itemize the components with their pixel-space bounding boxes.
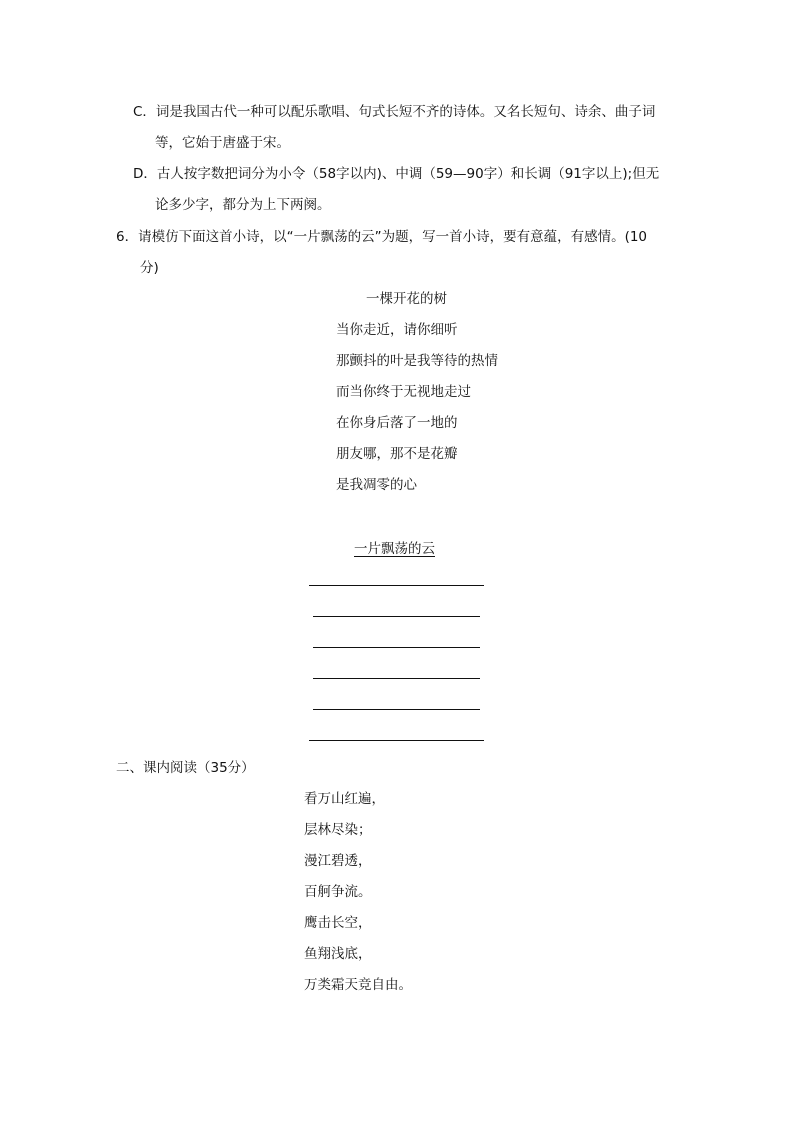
question-6-line-2: 分)	[140, 260, 159, 276]
model-poem-line: 那颤抖的叶是我等待的热情	[336, 353, 498, 369]
option-d-line-2: 论多少字，都分为上下两阕。	[155, 197, 331, 213]
section-2-poem-line: 百舸争流。	[304, 884, 372, 900]
answer-blank-line-3[interactable]	[313, 647, 480, 648]
option-c-line-1: C．词是我国古代一种可以配乐歌唱、句式长短不齐的诗体。又名长短句、诗余、曲子词	[133, 104, 656, 120]
model-poem-line: 朋友哪，那不是花瓣	[336, 446, 458, 462]
option-d-line-1: D．古人按字数把词分为小令（58字以内)、中调（59—90字）和长调（91字以上);但无	[133, 166, 660, 182]
section-2-heading: 二、课内阅读（35分）	[116, 760, 255, 776]
answer-blank-line-4[interactable]	[313, 678, 480, 679]
model-poem-title: 一棵开花的树	[366, 291, 447, 307]
answer-poem-title: 一片飘荡的云	[354, 541, 435, 557]
model-poem-line: 当你走近，请你细听	[336, 322, 458, 338]
section-2-poem-line: 鹰击长空，	[304, 915, 372, 931]
answer-blank-line-6[interactable]	[309, 740, 484, 741]
model-poem-line: 在你身后落了一地的	[336, 415, 458, 431]
section-2-poem-line: 漫江碧透，	[304, 853, 372, 869]
section-2-poem-line: 层林尽染；	[304, 822, 372, 838]
model-poem-line: 而当你终于无视地走过	[336, 384, 471, 400]
question-6-line-1: 6．请模仿下面这首小诗，以“一片飘荡的云”为题，写一首小诗，要有意蕴，有感情。(10	[116, 229, 648, 245]
section-2-poem-line: 万类霜天竞自由。	[304, 977, 412, 993]
model-poem-line: 是我凋零的心	[336, 477, 417, 493]
section-2-poem-line: 看万山红遍，	[304, 791, 385, 807]
answer-blank-line-5[interactable]	[313, 709, 480, 710]
section-2-poem-line: 鱼翔浅底，	[304, 946, 372, 962]
answer-blank-line-2[interactable]	[313, 616, 480, 617]
answer-blank-line-1[interactable]	[309, 585, 484, 586]
option-c-line-2: 等，它始于唐盛于宋。	[155, 135, 290, 151]
